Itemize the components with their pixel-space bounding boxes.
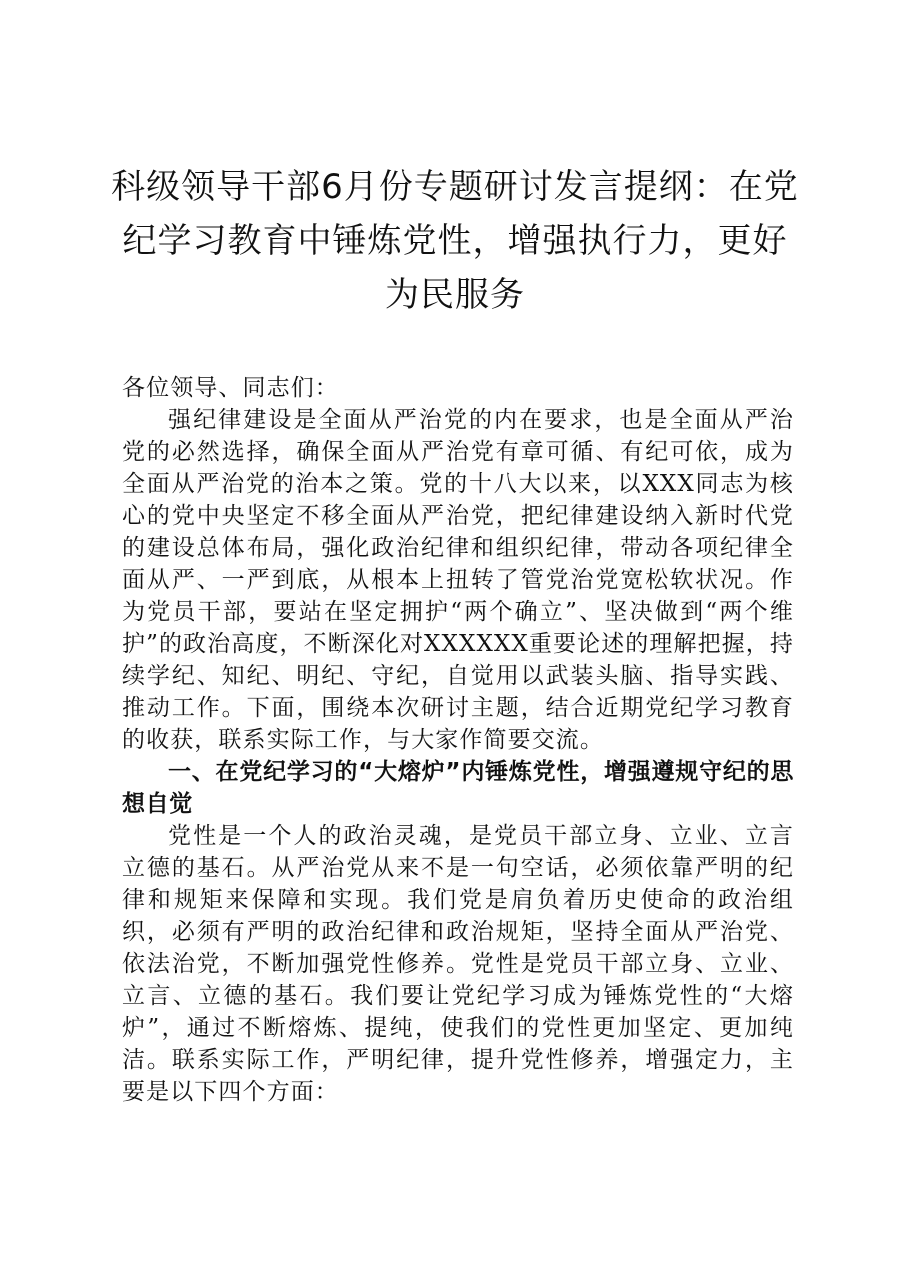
section-heading-1: 一、在党纪学习的“大熔炉”内锤炼党性，增强遵规守纪的思想自觉	[122, 759, 794, 817]
document-title: 科级领导干部6月份专题研讨发言提纲：在党纪学习教育中锤炼党性，增强执行力，更好为民服务	[111, 167, 799, 315]
salutation: 各位领导、同志们：	[122, 375, 339, 401]
section-1-paragraph: 党性是一个人的政治灵魂，是党员干部立身、立业、立言立德的基石。从严治党从来不是一句空话，必须依靠严明的纪律和规矩来保障和实现。我们党是肩负着历史使命的政治组织，必须有严明的政治纪律和政治规矩，坚持全面从严治党、依法治党，不断加强党性修养。党性是党员干部立身、立业、立言、立德的基石。我们要让党纪学习成为锤炼党性的“大熔炉”，通过不断熔炼、提纯，使我们的党性更加坚定、更加纯洁。联系实际工作，严明纪律，提升党性修养，增强定力，主要是以下四个方面：	[122, 823, 794, 1105]
intro-paragraph: 强纪律建设是全面从严治党的内在要求，也是全面从严治党的必然选择，确保全面从严治党有章可循、有纪可依，成为全面从严治党的治本之策。党的十八大以来，以XXX同志为核心的党中央坚定不移全面从严治党，把纪律建设纳入新时代党的建设总体布局，强化政治纪律和组织纪律，带动各项纪律全面从严、一严到底，从根本上扭转了管党治党宽松软状况。作为党员干部，要站在坚定拥护“两个确立”、坚决做到“两个维护”的政治高度，不断深化对XXXXXX重要论述的理解把握，持续学纪、知纪、明纪、守纪，自觉用以武装头脑、指导实践、推动工作。下面，围绕本次研讨主题，结合近期党纪学习教育的收获，联系实际工作，与大家作简要交流。	[122, 407, 795, 753]
document-body	[122, 372, 794, 1108]
